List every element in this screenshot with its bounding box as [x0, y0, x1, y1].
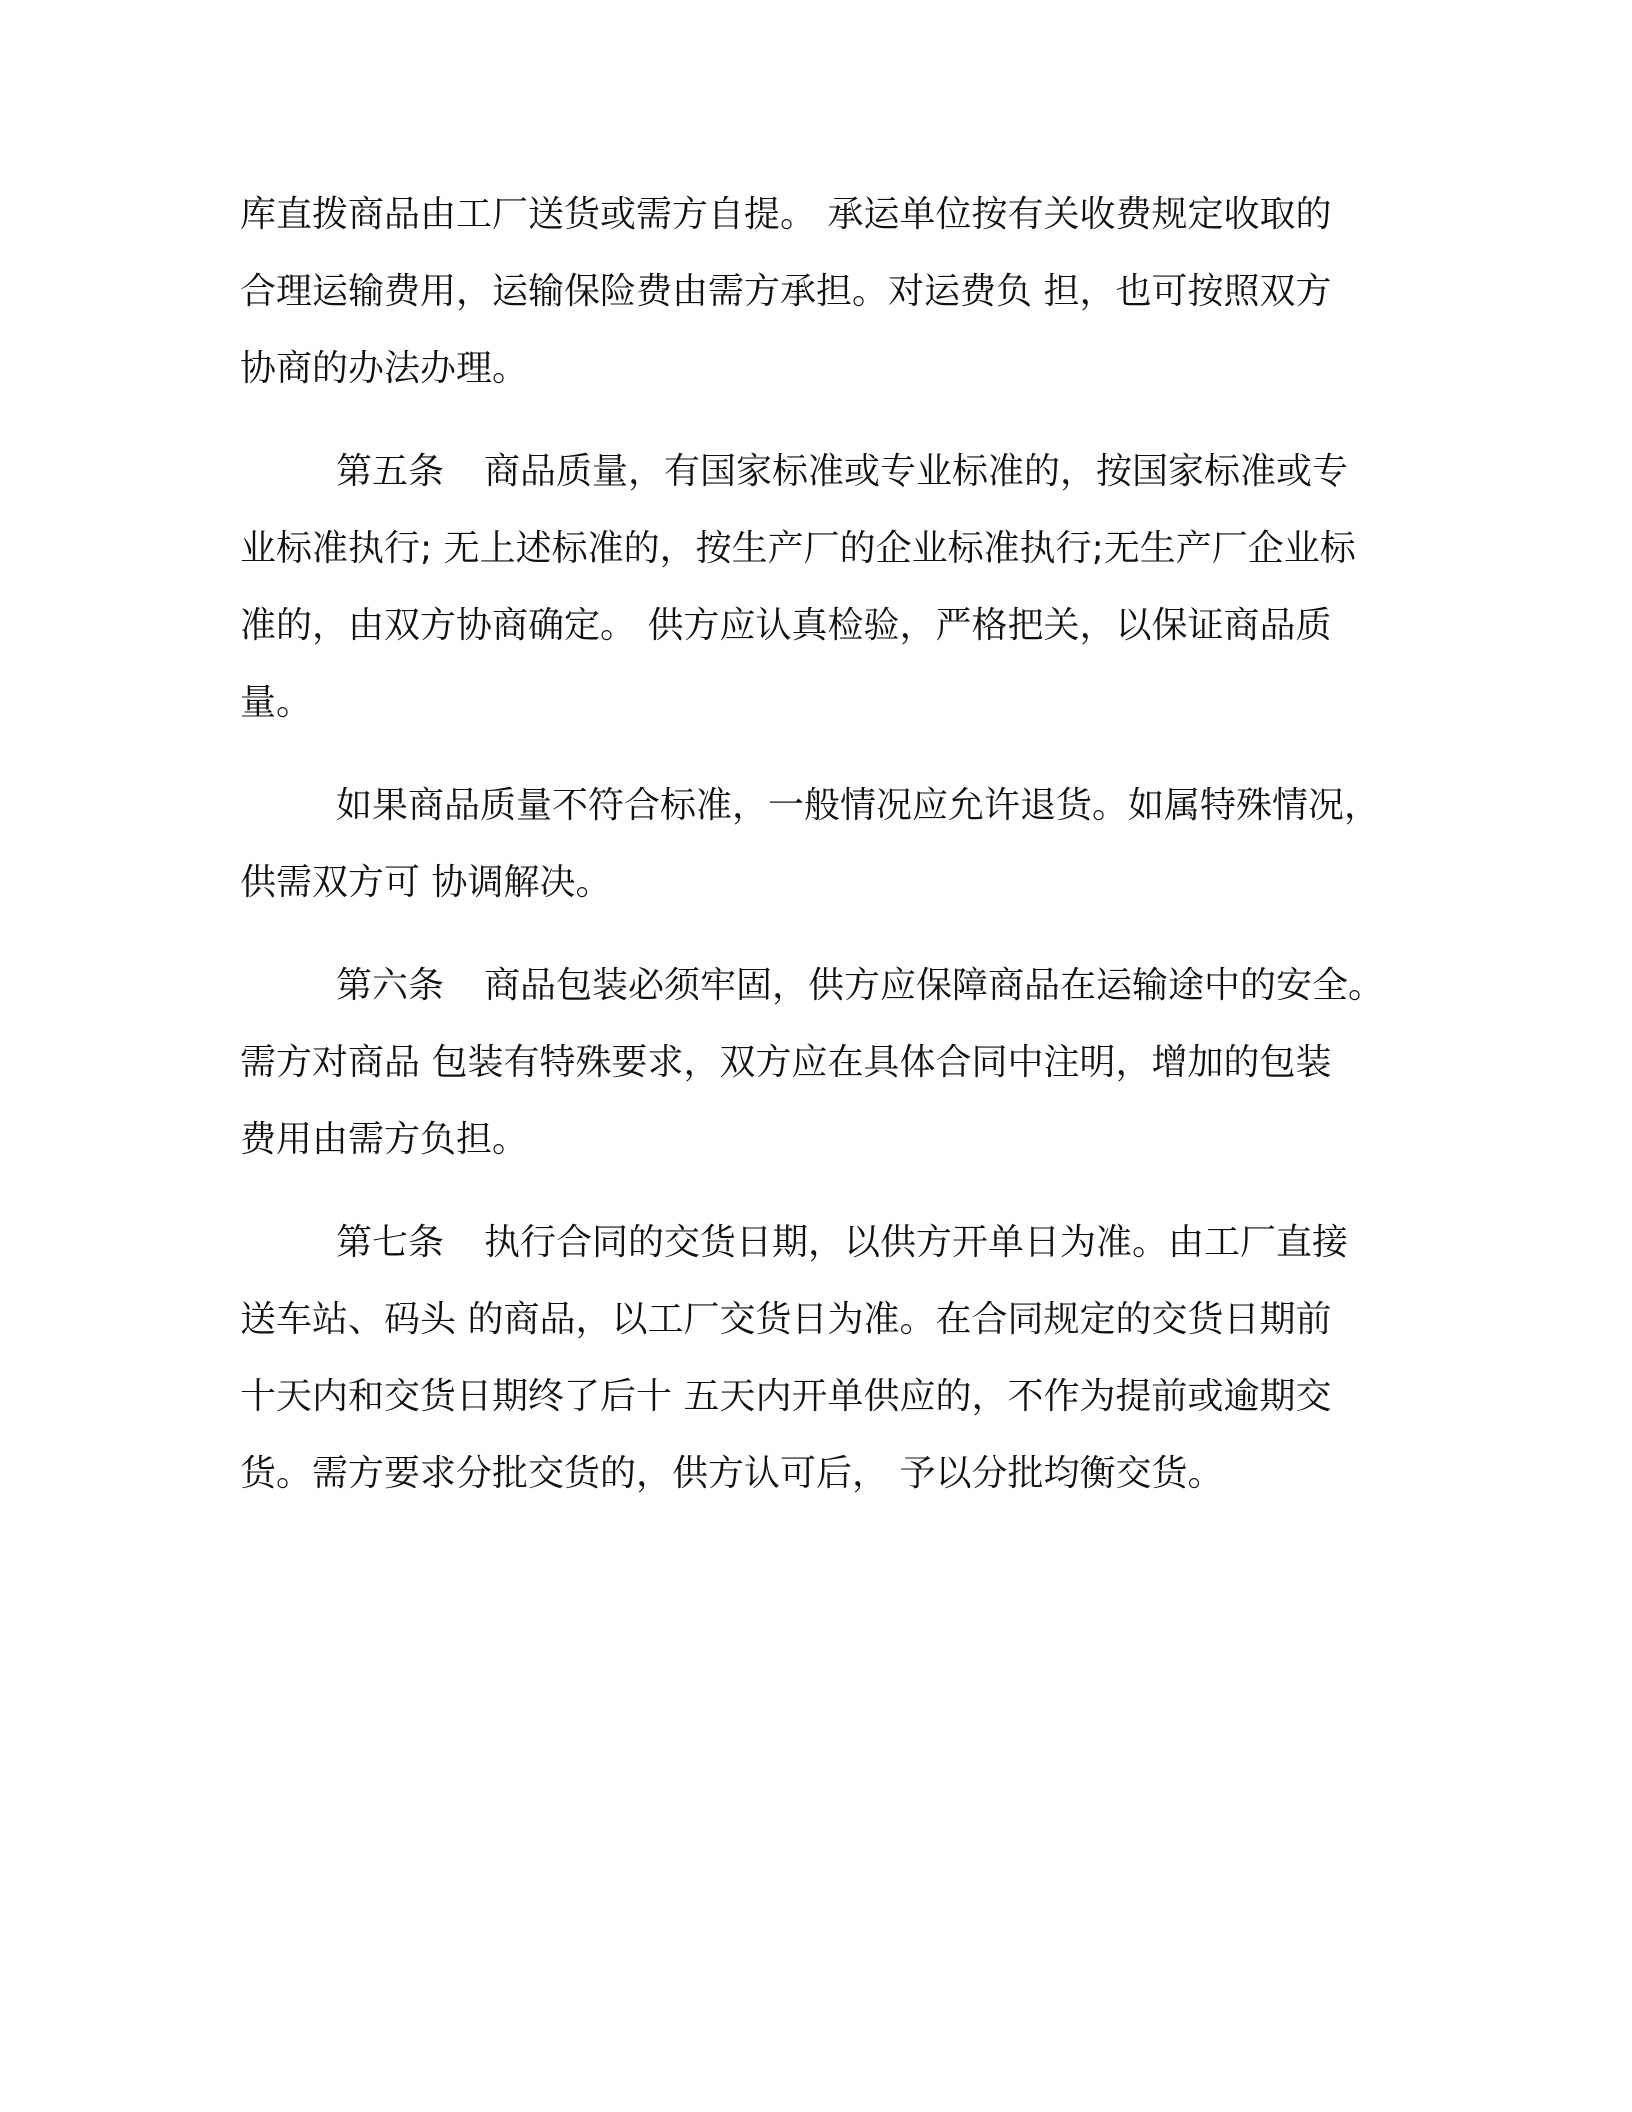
article-6-line-3: 费用由需方负担。: [240, 1119, 529, 1160]
article-6-number: 第六条: [336, 965, 445, 1006]
article-7-line-3: 十天内和交货日期终了后十 五天内开单供应的，不作为提前或逾期交: [240, 1376, 1332, 1417]
article-7-number: 第七条: [336, 1222, 445, 1263]
article-6-first-line: [336, 961, 1384, 1011]
article-7-line-4: 货。需方要求分批交货的，供方认可后， 予以分批均衡交货。: [240, 1453, 1224, 1494]
article-5-line-2: 业标准执行; 无上述标准的，按生产厂的企业标准执行;无生产厂企业标: [240, 528, 1356, 569]
paragraph-3-line-1: 如果商品质量不符合标准，一般情况应允许退货。如属特殊情况，: [336, 785, 1381, 826]
article-6-line-2: 需方对商品 包装有特殊要求，双方应在具体合同中注明，增加的包装: [240, 1042, 1332, 1083]
paragraph-1-line-2: 合理运输费用，运输保险费由需方承担。对运费负 担，也可按照双方: [240, 271, 1332, 312]
paragraph-1-line-3: 协商的办法办理。: [240, 348, 529, 389]
article-7-first-line-text: 执行合同的交货日期，以供方开单日为准。由工厂直接: [484, 1222, 1349, 1263]
article-5-line-4: 量。: [240, 682, 313, 723]
paragraph-1-line-1: 库直拨商品由工厂送货或需方自提。 承运单位按有关收费规定收取的: [240, 194, 1332, 235]
article-5-first-line-text: 商品质量，有国家标准或专业标准的，按国家标准或专: [484, 451, 1349, 492]
article-7-first-line: [336, 1218, 1348, 1268]
article-5-line-3: 准的，由双方协商确定。 供方应认真检验，严格把关，以保证商品质: [240, 605, 1332, 646]
article-6-first-line-text: 商品包装必须牢固，供方应保障商品在运输途中的安全。: [484, 965, 1385, 1006]
article-5-number: 第五条: [336, 451, 445, 492]
article-7-line-2: 送车站、码头 的商品，以工厂交货日为准。在合同规定的交货日期前: [240, 1299, 1332, 1340]
paragraph-3-line-2: 供需双方可 协调解决。: [240, 862, 612, 903]
article-5-first-line: [336, 447, 1348, 497]
